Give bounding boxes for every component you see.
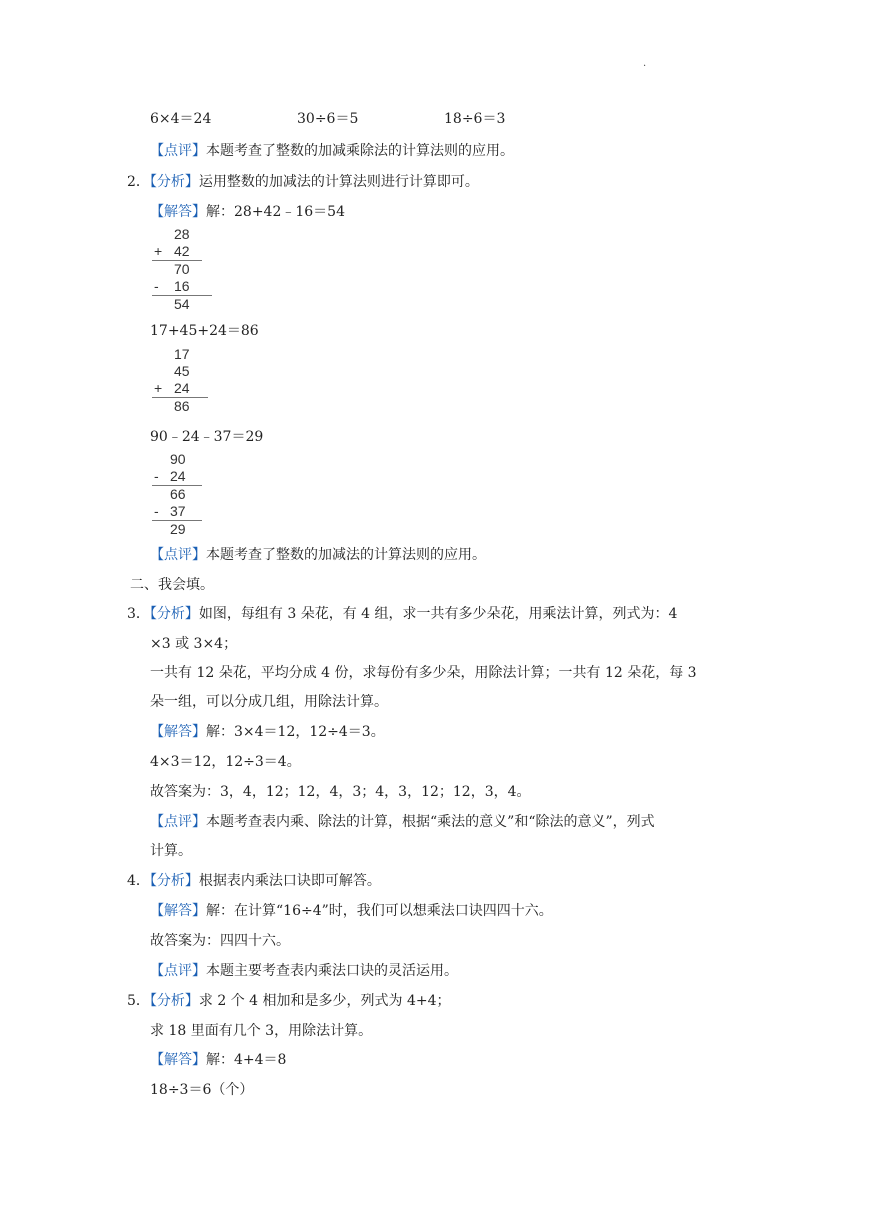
answer-text: 解：4+4＝8	[206, 1052, 287, 1068]
question-2-answer	[150, 201, 345, 221]
comment-tag: 【点评】	[150, 963, 206, 979]
plus-sign: +	[154, 380, 163, 396]
comment-3	[150, 811, 655, 831]
section-heading: 二、我会填。	[130, 577, 214, 593]
question-2-analysis	[127, 171, 479, 191]
analysis-tag: 【分析】	[149, 174, 199, 190]
vertical-calculation-3	[152, 451, 202, 538]
comment-text-continued: 计算。	[150, 843, 192, 859]
comment-text: 本题考查了整数的加减法的计算法则的应用。	[206, 547, 486, 563]
equation-90-24-37: 90﹣24﹣37＝29	[150, 429, 264, 445]
analysis-tag: 【分析】	[149, 993, 199, 1009]
comment-text: 本题主要考查表内乘法口诀的灵活运用。	[206, 963, 458, 979]
analysis-tag: 【分析】	[149, 606, 199, 622]
operand: 45	[174, 363, 190, 379]
answer-conclusion: 故答案为：3，4，12；12，4，3；4，3，12；12，3，4。	[150, 784, 531, 800]
analysis-text-continued: 求 18 里面有几个 3，用除法计算。	[150, 1023, 373, 1039]
operand: 24	[174, 380, 190, 396]
minus-sign: -	[154, 278, 159, 294]
equation-17-45-24: 17+45+24＝86	[150, 323, 259, 339]
answer-conclusion: 故答案为：四四十六。	[150, 933, 290, 949]
question-3-answer	[150, 721, 385, 741]
question-4-answer	[150, 900, 553, 920]
result: 29	[170, 521, 186, 537]
operand: 90	[170, 451, 186, 467]
operand: 42	[174, 243, 190, 259]
analysis-tag: 【分析】	[149, 873, 199, 889]
equation-30div6: 30÷6＝5	[297, 111, 359, 127]
answer-text: 解：3×4＝12，12÷4＝3。	[206, 724, 385, 740]
question-5-answer	[150, 1049, 286, 1069]
analysis-text-continued: ×3 或 3×4；	[150, 636, 238, 652]
question-number: 3．	[127, 606, 150, 622]
comment-tag: 【点评】	[150, 143, 206, 159]
question-4-analysis	[127, 870, 381, 890]
comment-tag: 【点评】	[150, 547, 206, 563]
analysis-text-continued: 一共有 12 朵花，平均分成 4 份，求每份有多少朵，用除法计算；一共有 12 朵花，每 3	[150, 665, 697, 681]
question-number: 2．	[127, 174, 150, 190]
analysis-text: 根据表内乘法口诀即可解答。	[198, 873, 381, 889]
partial-result: 66	[170, 486, 186, 502]
answer-text-continued: 18÷3＝6（个）	[150, 1082, 254, 1098]
operand: 17	[174, 346, 190, 362]
analysis-text-continued: 朵一组，可以分成几组，用除法计算。	[150, 694, 388, 710]
vertical-calculation-2	[152, 346, 208, 415]
comment-text: 本题考查表内乘、除法的计算，根据“乘法的意义”和“除法的意义”，列式	[206, 814, 655, 830]
comment-2	[150, 544, 486, 564]
question-number: 4．	[127, 873, 150, 889]
plus-sign: +	[154, 243, 163, 259]
result: 86	[174, 398, 190, 414]
analysis-text: 如图，每组有 3 朵花，有 4 组，求一共有多少朵花，用乘法计算，列式为：4	[198, 606, 678, 622]
answer-text: 解：在计算“16÷4”时，我们可以想乘法口诀四四十六。	[206, 903, 553, 919]
answer-tag: 【解答】	[150, 1052, 206, 1068]
question-5-analysis	[127, 990, 451, 1010]
analysis-text: 运用整数的加减法的计算法则进行计算即可。	[198, 174, 479, 190]
question-3-analysis	[127, 603, 677, 623]
question-number: 5．	[127, 993, 150, 1009]
answer-tag: 【解答】	[150, 204, 206, 220]
operand: 16	[174, 278, 190, 294]
equation-6x4: 6×4＝24	[150, 111, 212, 127]
comment-4	[150, 960, 458, 980]
partial-result: 70	[174, 261, 190, 277]
minus-sign: -	[154, 503, 159, 519]
comment-text: 本题考查了整数的加减乘除法的计算法则的应用。	[206, 143, 514, 159]
answer-tag: 【解答】	[150, 903, 206, 919]
operand: 28	[174, 226, 190, 242]
page-mark: .	[643, 58, 647, 69]
result: 54	[174, 296, 190, 312]
comment-1	[150, 140, 514, 160]
answer-text-continued: 4×3＝12，12÷3＝4。	[150, 754, 301, 770]
operand: 37	[170, 503, 186, 519]
analysis-text: 求 2 个 4 相加和是多少，列式为 4+4；	[198, 993, 451, 1009]
answer-text: 解：28+42﹣16＝54	[206, 204, 345, 220]
equation-18div6: 18÷6＝3	[444, 111, 506, 127]
minus-sign: -	[154, 468, 159, 484]
answer-tag: 【解答】	[150, 724, 206, 740]
comment-tag: 【点评】	[150, 814, 206, 830]
vertical-calculation-1	[152, 226, 212, 313]
operand: 24	[170, 468, 186, 484]
